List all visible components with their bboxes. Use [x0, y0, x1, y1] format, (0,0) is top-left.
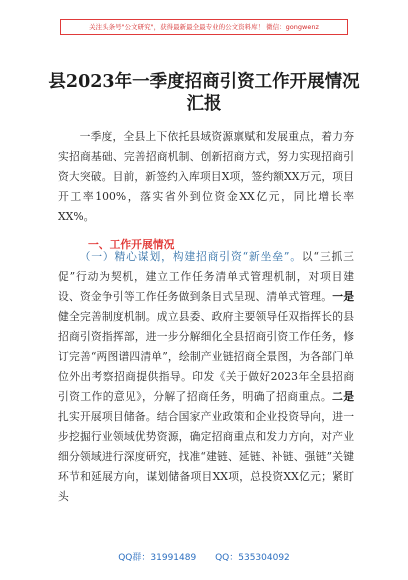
sub-heading: （一）精心谋划，构建招商引资“新坐垒”。 [79, 250, 302, 263]
intro-paragraph [58, 127, 354, 227]
qq-group: QQ群：31991489 [118, 553, 197, 563]
section-heading: 一、工作开展情况 [88, 238, 175, 251]
section-text-part1: 以“三抓三促”行动为契机，建立工作任务清单式管理机制，对项目建设、资金争引等工作任务做到条目式呈现、清单式管理。 [58, 250, 354, 303]
document-title-line2: 汇报 [186, 94, 222, 114]
marker-two: 二是 [332, 390, 354, 403]
qq-number: QQ：535304092 [215, 553, 290, 563]
contact-footer [0, 550, 408, 563]
document-title: 县2023年一季度招商引资工作开展情况 [48, 72, 360, 92]
marker-one: 一是 [332, 290, 355, 303]
section-text [58, 247, 354, 507]
section-text-part3: 扎实开展项目储备。结合国家产业政策和企业投资导向，进一步挖掘行业领域优势资源，确定招商重点和发力方向，对产业细分领域进行深度研究，找准“建链、延链、补链、强链”关键环节和延展方向，谋划储备项目XX项，总投资XX亿元；紧盯头 [58, 410, 354, 503]
promo-banner: 关注头条号"公文研究"，获得最新最全最专业的公文资料库！ 微信：gongwenz [60, 19, 348, 35]
intro-text: 一季度，全县上下依托县域资源禀赋和发展重点，着力夯实招商基础、完善招商机制、创新招商方式，努力实现招商引资大突破。目前，新签约入库项目X项，签约额XX万元，项目开工率100%，落实省外到位资金XX亿元，同比增长率XX%。 [58, 130, 354, 223]
section-paragraph [58, 247, 354, 507]
section-text-part2: 健全完善制度机制。成立县委、政府主要领导任双指挥长的县招商引资指挥部，进一步分解细化全县招商引资工作任务，修订完善“两图谱四清单”，绘制产业链招商全景图，为各部门单位外出考察招商提供指导。印发《关于做好2023年全县招商引资工作的意见》，分解了招商任务，明确了招商重点。 [58, 310, 354, 403]
